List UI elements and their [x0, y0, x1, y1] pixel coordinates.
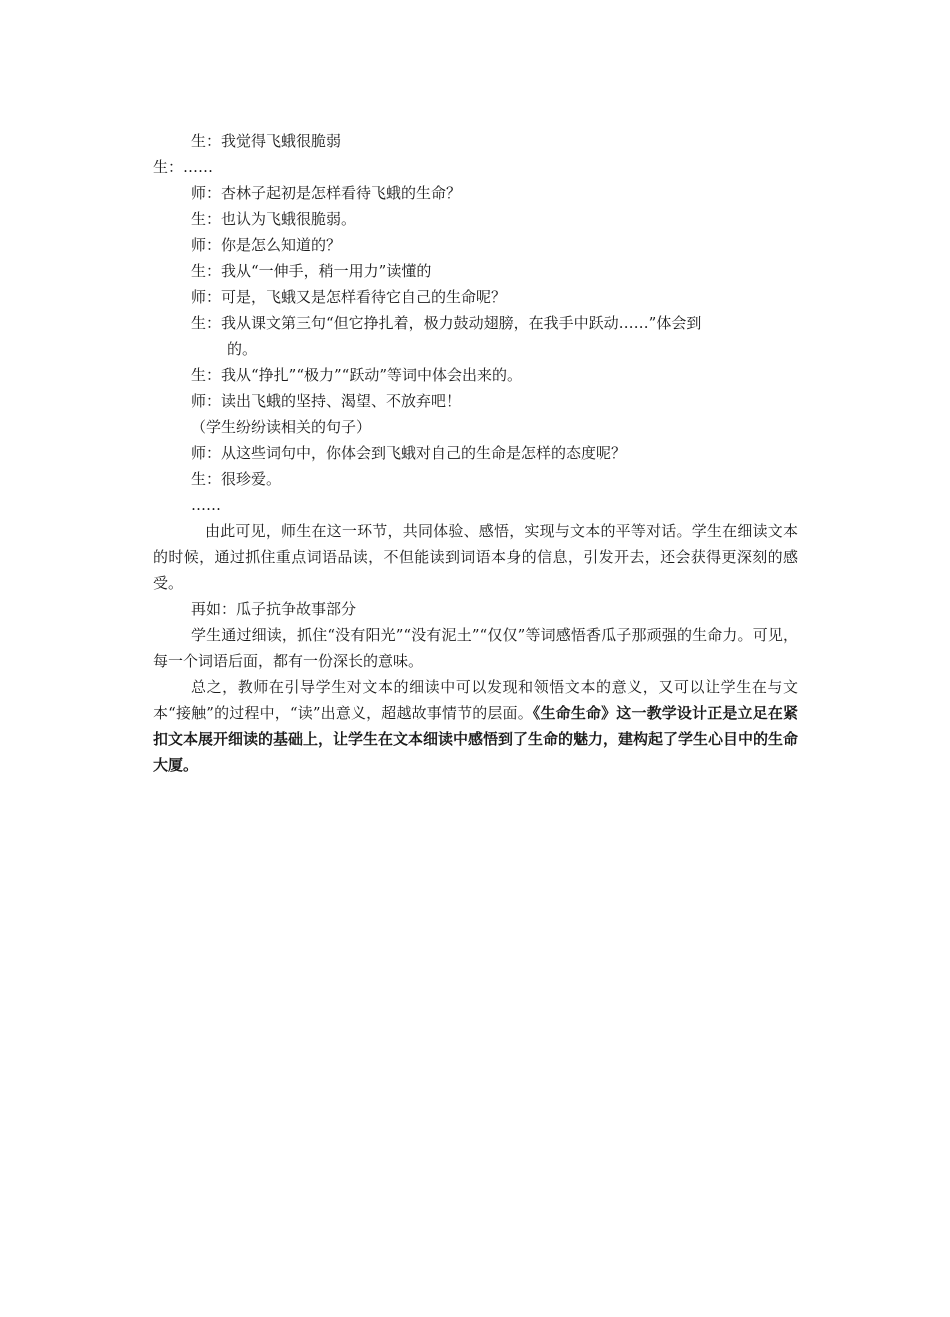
dialogue-line-wrapped — [153, 310, 798, 362]
dialogue-line: 生：很珍爱。 — [191, 470, 282, 488]
dialogue-line-first: 生：我从课文第三句“但它挣扎着，极力鼓动翅膀，在我手中跃动……”体会到 — [191, 314, 702, 332]
dialogue-line: 生：我从“一伸手，稍一用力”读懂的 — [191, 262, 432, 280]
dialogue-line: 生：我觉得飞蛾很脆弱 — [191, 132, 342, 150]
dialogue-line: 师：从这些词句中，你体会到飞蛾对自己的生命是怎样的态度呢？ — [191, 444, 627, 462]
dialogue-line: 师：杏林子起初是怎样看待飞蛾的生命？ — [191, 184, 462, 202]
paragraph-conclusion — [153, 674, 798, 778]
paragraph-summary: 由此可见，师生在这一环节，共同体验、感悟，实现与文本的平等对话。学生在细读文本的时候，通过抓住重点词语品读，不但能读到词语本身的信息，引发开去，还会获得更深刻的感受。 — [153, 522, 798, 592]
ellipsis-line: …… — [191, 496, 221, 514]
dialogue-line: 生：我从“挣扎”“极力”“跃动”等词中体会出来的。 — [191, 366, 523, 384]
paragraph-example-heading: 再如：瓜子抗争故事部分 — [191, 600, 357, 618]
conclusion-bold-text: 《生命生命》这一教学设计正是立足在紧扣文本展开细读的基础上，让学生在文本细读中感悟到了生命的魅力，建构起了学生心目中的生命大厦。 — [153, 704, 799, 774]
dialogue-line: 师：可是，飞蛾又是怎样看待它自己的生命呢？ — [191, 288, 507, 306]
dialogue-line: 师：你是怎么知道的？ — [191, 236, 342, 254]
conclusion-normal-text: 总之，教师在引导学生对文本的细读中可以发现和领悟文本的意义，又可以让学生在与文本“接触”的过程中，“读”出意义，超越故事情节的层面。 — [153, 678, 798, 722]
dialogue-line: 生：也认为飞蛾很脆弱。 — [191, 210, 357, 228]
dialogue-line: 生：…… — [153, 158, 214, 176]
document-body — [153, 128, 798, 778]
stage-direction: （学生纷纷读相关的句子） — [191, 418, 372, 436]
paragraph-example: 学生通过细读，抓住“没有阳光”“没有泥土”“仅仅”等词感悟香瓜子那顽强的生命力。可见，每一个词语后面，都有一份深长的意味。 — [153, 626, 798, 670]
dialogue-line: 师：读出飞蛾的坚持、渴望、不放弃吧！ — [191, 392, 462, 410]
dialogue-line-continuation: 的。 — [227, 340, 258, 358]
